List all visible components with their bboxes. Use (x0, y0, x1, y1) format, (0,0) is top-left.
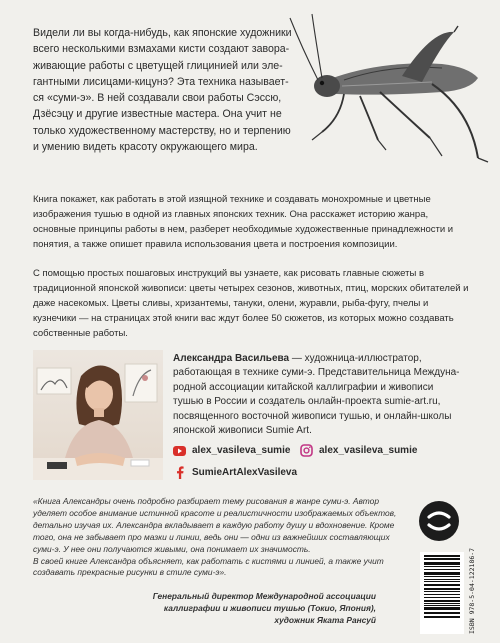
isbn-barcode (420, 552, 464, 634)
barcode-bar (424, 612, 460, 614)
instagram-handle: alex_vasileva_sumie (319, 445, 418, 456)
quote-line: уделяет особое внимание истинной красоте и реалистичности изображаемых объектов, (33, 507, 397, 518)
review-quote (33, 496, 396, 579)
barcode-bar (424, 555, 460, 557)
quote-line: В своей книге Александра объясняет, как работать с кистями и линией, а также учит (33, 555, 384, 566)
review-signature (33, 590, 376, 626)
author-bio-line: родной ассоциации китайской каллиграфии и живописи (173, 381, 434, 393)
author-bio-line: работающая в технике суми-э. Представительница Междуна- (173, 367, 460, 379)
barcode-bar (424, 594, 460, 595)
barcode-bar (424, 600, 460, 602)
author-bio-line: — художница-иллюстратор, (289, 353, 422, 364)
barcode-bar (424, 562, 460, 565)
intro-line: Видели ли вы когда-нибудь, как японские художники (33, 27, 292, 39)
facebook-handle: SumieArtAlexVasileva (192, 467, 298, 478)
paragraph-line: С помощью простых пошаговых инструкций вы узнаете, как рисовать главные сюжеты в (33, 268, 425, 279)
signature-line: Генеральный директор Международной ассоциации (152, 591, 376, 601)
facebook-icon (173, 466, 186, 479)
instagram-link[interactable] (300, 444, 417, 457)
youtube-link[interactable] (173, 444, 290, 457)
author-name: Александра Васильева (173, 353, 290, 364)
paragraph-line: основные принципы работы в нем, разберет необходимые художественные принадлежности и (33, 223, 454, 235)
barcode-bar (424, 597, 460, 598)
intro-line: живающие работы с цветущей глицинией или эле- (33, 59, 283, 72)
signature-line: каллиграфии и живописи тушью (Токио, Япония), (163, 603, 376, 613)
quote-line: суми-э. У нее они получаются живыми, она понимает их значимость. (33, 543, 311, 554)
quote-line: детально изучая их. Александра вкладывает в каждую работу душу и вдохновение. Кроме (33, 519, 395, 530)
publisher-logo (418, 500, 460, 542)
quote-line: того, она не забывает про мазки и линии, ведь они — одни из важнейших составляющих (33, 531, 390, 542)
barcode-bar (424, 616, 460, 618)
barcode-bar (424, 579, 460, 580)
barcode-bar (424, 558, 460, 560)
intro-line: ся «суми-э». В ней создавали свои работы Сэссю, (33, 92, 282, 105)
author-bio (173, 352, 459, 438)
barcode-bar (424, 581, 460, 582)
quote-line: «Книга Александры очень подробно разбирает тему рисования в жанре суми-э. Автор (33, 496, 379, 506)
barcode-bar (424, 588, 460, 590)
paragraph-line: традиционной японской живописи: цветы четырех сезонов, животных, птиц, морских обитателей и (33, 282, 469, 294)
isbn-label (468, 548, 477, 634)
barcode-bar (424, 591, 460, 592)
intro-line: всего несколькими взмахами кисти создают завора- (33, 43, 290, 56)
grasshopper-illustration (282, 12, 494, 180)
facebook-link[interactable] (173, 466, 297, 479)
author-photo (33, 350, 163, 480)
barcode-bar (424, 566, 460, 567)
paragraph-line: кузнечики — на страницах этой книги вас ждут более 50 сюжетов, из которых можно создавать (33, 312, 454, 324)
signature-line: художник Яката Рансуй (274, 615, 376, 625)
intro-line: только художественному мастерству, но и терпению (33, 124, 291, 137)
author-bio-line: японской живописи Sumie Art. (173, 425, 312, 437)
paragraph-line: понятия, а также опишет правила использования цвета и построения композиции. (33, 238, 398, 250)
paragraph-line: изображения тушью в одной из главных японских техник. Она расскажет историю жанра, (33, 208, 429, 220)
youtube-handle: alex_vasileva_sumie (192, 445, 291, 456)
intro-text (33, 25, 311, 155)
intro-line: гантными лисицами-кицунэ? Эта техника называет- (33, 75, 289, 88)
barcode-bar (424, 584, 460, 586)
paragraph-line: собственные работы. (33, 327, 128, 339)
author-bio-line: тушью в России и создатель онлайн-проекта sumie-art.ru, (173, 396, 441, 408)
quote-line: создавать прекрасные рисунки в стиле суми-э». (33, 567, 227, 578)
intro-line: Дзёсэцу и другие известные мастера. Она учит не (33, 108, 282, 121)
description-paragraph-2 (33, 267, 468, 342)
instagram-icon (300, 444, 313, 457)
author-bio-line: посвященного восточной живописи тушью, и онлайн-школы (173, 410, 452, 422)
barcode-bar (424, 607, 460, 610)
isbn-number: ISBN 978-5-04-122186-7 (468, 547, 476, 634)
barcode-bar (424, 569, 460, 570)
youtube-icon (173, 444, 186, 457)
barcode-bar (424, 572, 460, 575)
barcode-bar (424, 605, 460, 606)
paragraph-line: Книга покажет, как работать в этой изящной технике и создавать монохромные и цветные (33, 194, 431, 205)
paragraph-line: даже насекомых. Цветы сливы, хризантемы, тануки, олени, журавли, рыба-фугу, пчелы и (33, 297, 429, 309)
description-paragraph-1 (33, 193, 453, 253)
barcode-bar (424, 576, 460, 577)
barcode-bar (424, 603, 460, 604)
intro-line: и умению видеть красоту окружающего мира. (33, 141, 258, 154)
